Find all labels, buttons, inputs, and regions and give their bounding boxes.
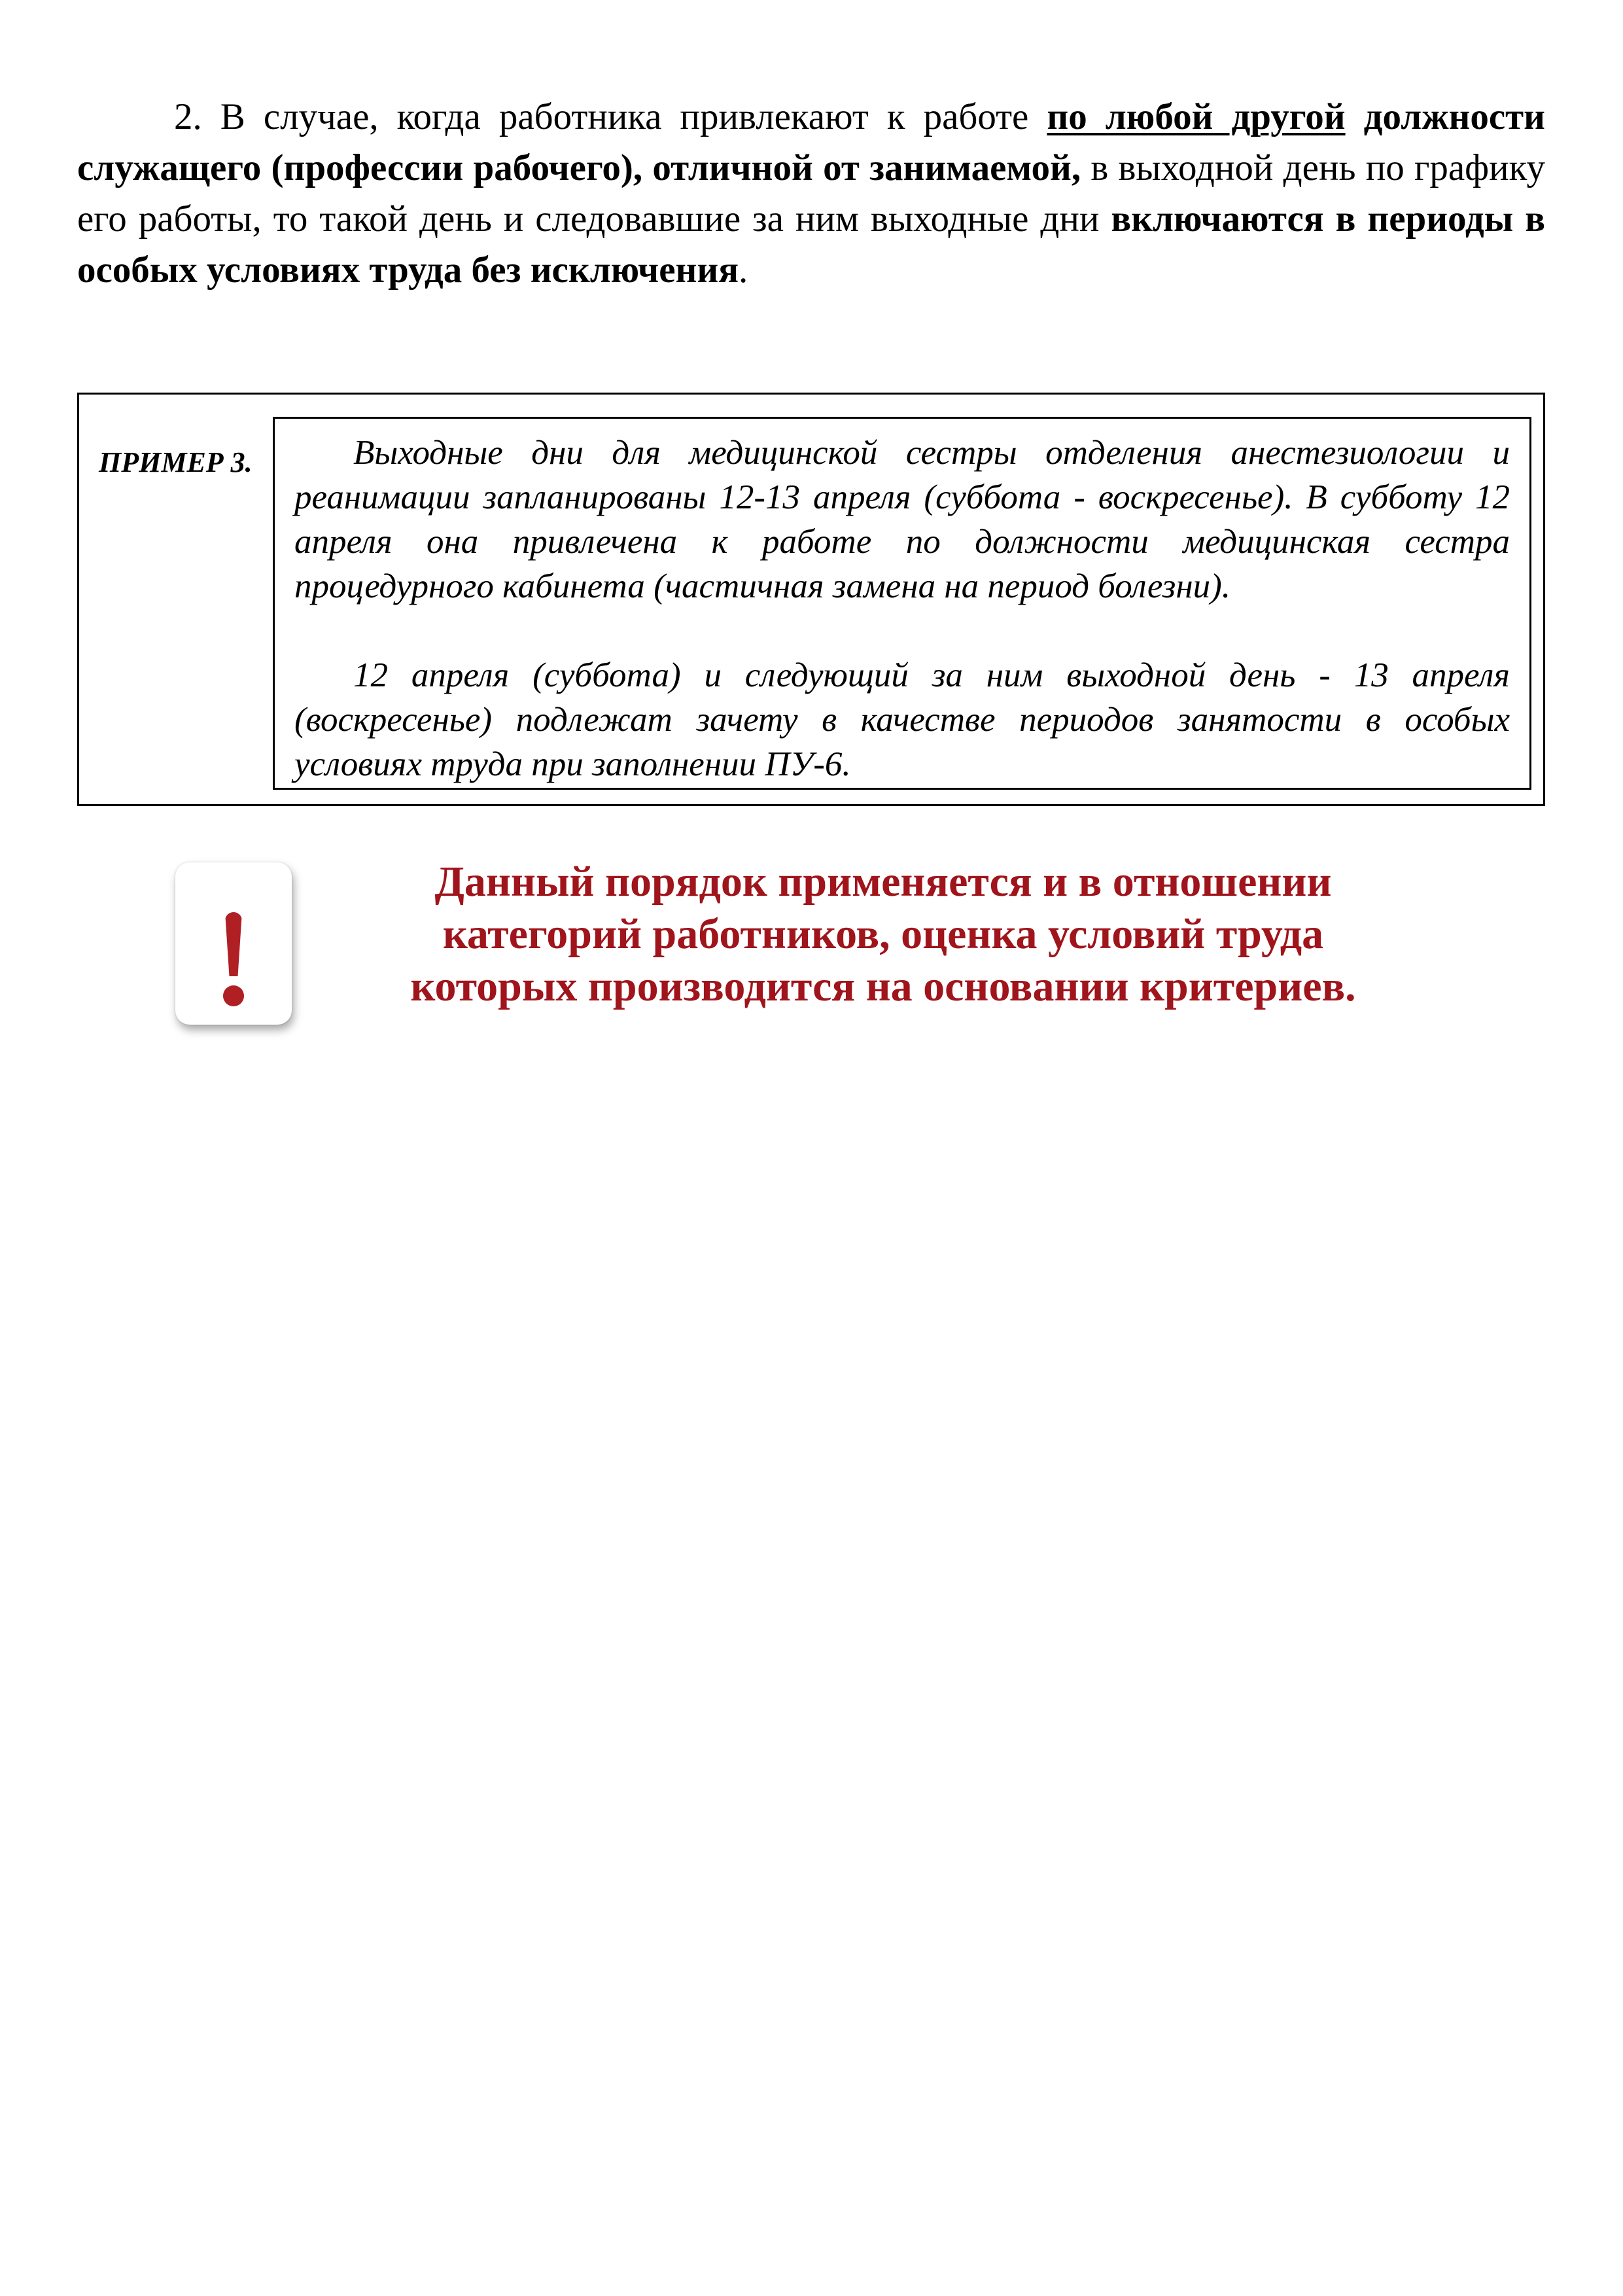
example-label: ПРИМЕР 3. xyxy=(99,446,253,478)
paragraph-middle: в выходной день по графику его работы, то такой день и следовавшие за ним выходные дни xyxy=(77,147,1545,239)
main-paragraph xyxy=(77,92,1545,296)
example-content xyxy=(273,417,1531,790)
exclamation-icon xyxy=(175,862,292,1025)
paragraph-bold-continuation: должности служащего (профессии рабочего), отличной от занимаемой, xyxy=(77,96,1546,188)
alert-line-3: которых производится на основании критериев. xyxy=(410,963,1356,1010)
alert-line-2: категорий работников, оценка условий труда xyxy=(442,910,1324,958)
alert-message xyxy=(314,856,1452,1013)
example-paragraph-2: 12 апреля (суббота) и следующий за ним выходной день - 13 апреля (воскресенье) подлежат зачету в качестве периодов занятости в особых условиях труда при заполнении ПУ-6. xyxy=(294,656,1510,783)
exclamation-bar xyxy=(225,912,242,976)
paragraph-intro: 2. В случае, когда работника привлекают к работе xyxy=(174,96,1047,137)
paragraph-bold-end: включаются в периоды в особых условиях труда без исключения xyxy=(77,198,1546,291)
example-paragraph-1: Выходные дни для медицинской сестры отделения анестезиологии и реанимации запланированы 12-13 апреля (суббота - воскресенье). В субботу 12 апреля она привлечена к работе по должности медицинская сестра процедурного кабинета (частичная замена на период болезни). xyxy=(294,434,1510,605)
alert-line-1: Данный порядок применяется и в отношении xyxy=(434,858,1332,906)
paragraph-underlined-bold: по любой другой xyxy=(1047,96,1346,137)
paragraph-end-punct: . xyxy=(739,249,748,291)
example-box xyxy=(77,393,1545,806)
exclamation-dot xyxy=(223,985,244,1006)
